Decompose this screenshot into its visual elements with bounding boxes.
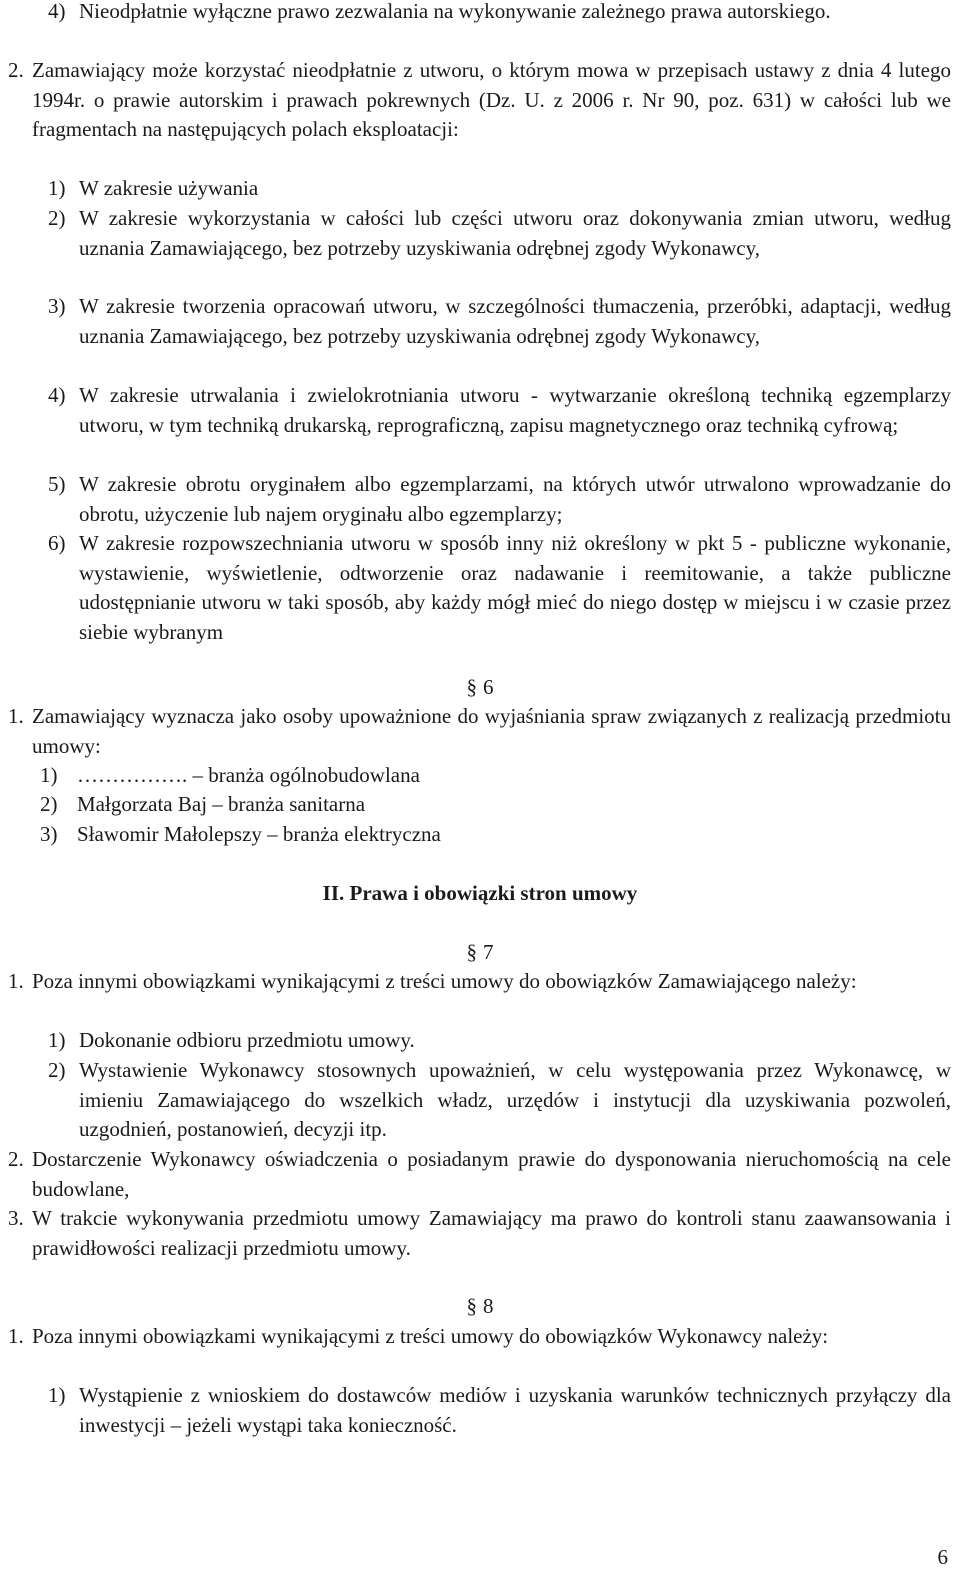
list-item-text: Wystąpienie z wnioskiem do dostawców mediów i uzyskania warunków technicznych przyłączy dla inwestycji – jeżeli wystąpi taka konieczność. <box>79 1383 951 1437</box>
paragraph-text: Dostarczenie Wykonawcy oświadczenia o posiadanym prawie do dysponowania nieruchomością na cele budowlane, <box>32 1147 951 1201</box>
paragraph-number: 1. <box>8 1324 24 1348</box>
section-number: 6 <box>483 675 494 699</box>
list-number: 2) <box>48 1058 66 1082</box>
chapter-heading: II. Prawa i obowiązki stron umowy <box>322 881 638 905</box>
list-item-text: Nieodpłatnie wyłączne prawo zezwalania na wykonywanie zależnego prawa autorskiego. <box>79 0 831 23</box>
section-heading <box>0 1292 960 1322</box>
field-text: W zakresie utrwalania i zwielokrotniania utworu - wytwarzanie określoną techniką egzemplarzy utworu, w tym techniką drukarską, reprograficzną, zapisu magnetycznego oraz techniką cyfrową; <box>79 383 951 437</box>
paragraph-number: 1. <box>8 969 24 993</box>
field-number: 1) <box>48 176 66 200</box>
section-heading <box>0 673 960 703</box>
field-text: W zakresie używania <box>79 176 259 200</box>
person-number: 1) <box>40 763 58 787</box>
field-text: W zakresie tworzenia opracowań utworu, w szczególności tłumaczenia, przeróbki, adaptacji, według uznania Zamawiającego, bez potrzeby uzyskiwania odrębnej zgody Wykonawcy, <box>79 294 951 348</box>
paragraph-text: Poza innymi obowiązkami wynikającymi z treści umowy do obowiązków Zamawiającego należy: <box>32 969 857 993</box>
paragraph-text: Zamawiający wyznacza jako osoby upoważnione do wyjaśniania spraw związanych z realizacją przedmiotu umowy: <box>32 704 951 758</box>
field-number: 6) <box>48 531 66 555</box>
field-number: 3) <box>48 294 66 318</box>
person-number: 2) <box>40 792 58 816</box>
paragraph-number: 3. <box>8 1206 24 1230</box>
paragraph-text: Zamawiający może korzystać nieodpłatnie z utworu, o którym mowa w przepisach ustawy z dnia 4 lutego 1994r. o prawie autorskim i prawach pokrewnych (Dz. U. z 2006 r. Nr 90, poz. 631) w całości lub we fragmentach na następujących polach eksploatacji: <box>32 58 951 142</box>
field-number: 4) <box>48 383 66 407</box>
section-symbol: § <box>466 940 477 964</box>
person-text: Małgorzata Baj – branża sanitarna <box>77 792 366 816</box>
section-number: 7 <box>483 940 494 964</box>
field-number: 2) <box>48 206 66 230</box>
list-item-text: Dokonanie odbioru przedmiotu umowy. <box>79 1028 415 1052</box>
section-heading <box>0 938 960 968</box>
person-number: 3) <box>40 822 58 846</box>
paragraph-number: 1. <box>8 704 24 728</box>
list-number: 1) <box>48 1383 66 1407</box>
list-number: 1) <box>48 1028 66 1052</box>
section-number: 8 <box>483 1294 494 1318</box>
paragraph-number: 2. <box>8 58 24 82</box>
field-text: W zakresie rozpowszechniania utworu w sposób inny niż określony w pkt 5 - publiczne wykonanie, wystawienie, wyświetlenie, odtworzenie oraz nadawanie i reemitowanie, a także publiczne udostępnianie utworu w taki sposób, aby każdy mógł mieć do niego dostęp w miejscu i w czasie przez siebie wybranym <box>79 531 951 644</box>
section-symbol: § <box>466 675 477 699</box>
field-text: W zakresie obrotu oryginałem albo egzemplarzami, na których utwór utrwalono wprowadzanie do obrotu, użyczenie lub najem oryginału albo egzemplarzy; <box>79 472 951 526</box>
paragraph-text: W trakcie wykonywania przedmiotu umowy Zamawiający ma prawo do kontroli stanu zaawansowania i prawidłowości realizacji przedmiotu umowy. <box>32 1206 951 1260</box>
section-symbol: § <box>466 1294 477 1318</box>
person-text: Sławomir Małolepszy – branża elektryczna <box>77 822 441 846</box>
paragraph-number: 2. <box>8 1147 24 1171</box>
list-number: 4) <box>48 0 66 23</box>
paragraph-text: Poza innymi obowiązkami wynikającymi z treści umowy do obowiązków Wykonawcy należy: <box>32 1324 829 1348</box>
page-number: 6 <box>937 1545 948 1569</box>
field-number: 5) <box>48 472 66 496</box>
person-text: ……………. – branża ogólnobudowlana <box>77 763 420 787</box>
field-text: W zakresie wykorzystania w całości lub części utworu oraz dokonywania zmian utworu, według uznania Zamawiającego, bez potrzeby uzyskiwania odrębnej zgody Wykonawcy, <box>79 206 951 260</box>
list-item-text: Wystawienie Wykonawcy stosownych upoważnień, w celu występowania przez Wykonawcę, w imieniu Zamawiającego do wszelkich władz, urzędów i instytucji dla uzyskiwania pozwoleń, uzgodnień, postanowień, decyzji itp. <box>79 1058 951 1142</box>
